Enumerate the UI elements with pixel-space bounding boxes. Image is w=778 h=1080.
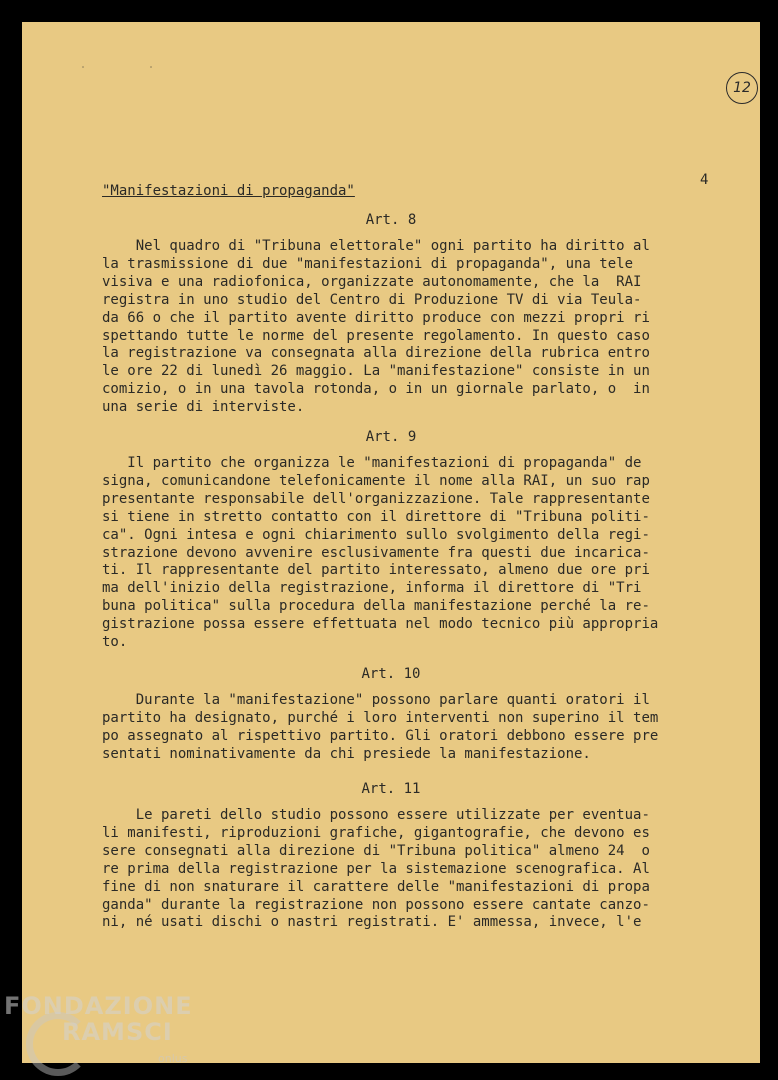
article-text-line: comizio, o in una tavola rotonda, o in un giornale parlato, o in (102, 381, 650, 398)
article-text-line: da 66 o che il partito avente diritto produce con mezzi propri ri (102, 309, 650, 326)
article-title: Art. 11 (361, 781, 421, 797)
paper-specks: ˙ ˙ (80, 66, 183, 77)
article-title: Art. 9 (365, 429, 417, 445)
article-text-line: Nel quadro di "Tribuna elettorale" ogni partito ha diritto al (102, 238, 650, 254)
article-text-line: ma dell'inizio della registrazione, informa il direttore di "Tri (102, 580, 642, 597)
article-text-line: ni, né usati dischi o nastri registrati. E' ammessa, invece, l'e (102, 914, 642, 931)
watermark-small: onlus (158, 1052, 188, 1065)
watermark-line1: FONDAZIONE (4, 992, 193, 1020)
article-text-line: sentati nominativamente da chi presiede la manifestazione. (102, 745, 591, 762)
article-text-line: Durante la "manifestazione" possono parlare quanti oratori il (102, 692, 650, 708)
article-text-line: strazione devono avvenire esclusivamente fra questi due incarica- (102, 544, 650, 561)
article-text-line: si tiene in stretto contatto con il direttore di "Tribuna politi- (102, 508, 650, 525)
archive-mark: 12 (726, 72, 758, 104)
article-title: Art. 8 (365, 212, 417, 228)
article-text-line: una serie di interviste. (102, 399, 305, 416)
article-text-line: re prima della registrazione per la sistemazione scenografica. Al (102, 860, 650, 877)
article-text-line: ca". Ogni intesa e ogni chiarimento sullo svolgimento della regi- (102, 526, 650, 543)
article-text-line: registra in uno studio del Centro di Produzione TV di via Teula- (102, 291, 642, 308)
article-text-line: to. (102, 634, 128, 650)
section-heading: "Manifestazioni di propaganda" (102, 183, 355, 199)
article-text-line: partito ha designato, purché i loro interventi non superino il tem (102, 709, 659, 726)
article-title: Art. 10 (361, 666, 421, 682)
article-text-line: po assegnato al rispettivo partito. Gli oratori debbono essere pre (102, 727, 659, 744)
article-text-line: ganda" durante la registrazione non possono essere cantate canzo- (102, 896, 650, 913)
article-text-line: signa, comunicandone telefonicamente il nome alla RAI, un suo rap (102, 472, 650, 489)
article-text-line: gistrazione possa essere effettuata nel modo tecnico più appropria (102, 616, 659, 633)
watermark (4, 994, 193, 1044)
article-text-line: visiva e una radiofonica, organizzate autonomamente, che la RAI (102, 273, 642, 290)
article-text-line: fine di non snaturare il carattere delle "manifestazioni di propa (102, 878, 650, 895)
page-number: 4 (700, 172, 709, 188)
watermark-line2: RAMSCI (62, 1018, 173, 1046)
article-text-line: sere consegnati alla direzione di "Tribuna politica" almeno 24 o (102, 842, 650, 859)
article-text-line: li manifesti, riproduzioni grafiche, gigantografie, che devono es (102, 824, 650, 841)
article-text-line: le ore 22 di lunedì 26 maggio. La "manifestazione" consiste in un (102, 363, 650, 380)
article-text-line: buna politica" sulla procedura della manifestazione perché la re- (102, 598, 650, 615)
document-page (22, 22, 760, 1063)
article-text-line: la registrazione va consegnata alla direzione della rubrica entro (102, 345, 650, 362)
article-text-line: ti. Il rappresentante del partito interessato, almeno due ore pri (102, 562, 650, 579)
article-text-line: presentante responsabile dell'organizzazione. Tale rappresentante (102, 490, 650, 507)
article-text-line: la trasmissione di due "manifestazioni di propaganda", una tele (102, 255, 634, 272)
article-text-line: Il partito che organizza le "manifestazioni di propaganda" de (102, 455, 642, 471)
article-text-line: Le pareti dello studio possono essere utilizzate per eventua- (102, 807, 650, 823)
article-text-line: spettando tutte le norme del presente regolamento. In questo caso (102, 327, 650, 344)
